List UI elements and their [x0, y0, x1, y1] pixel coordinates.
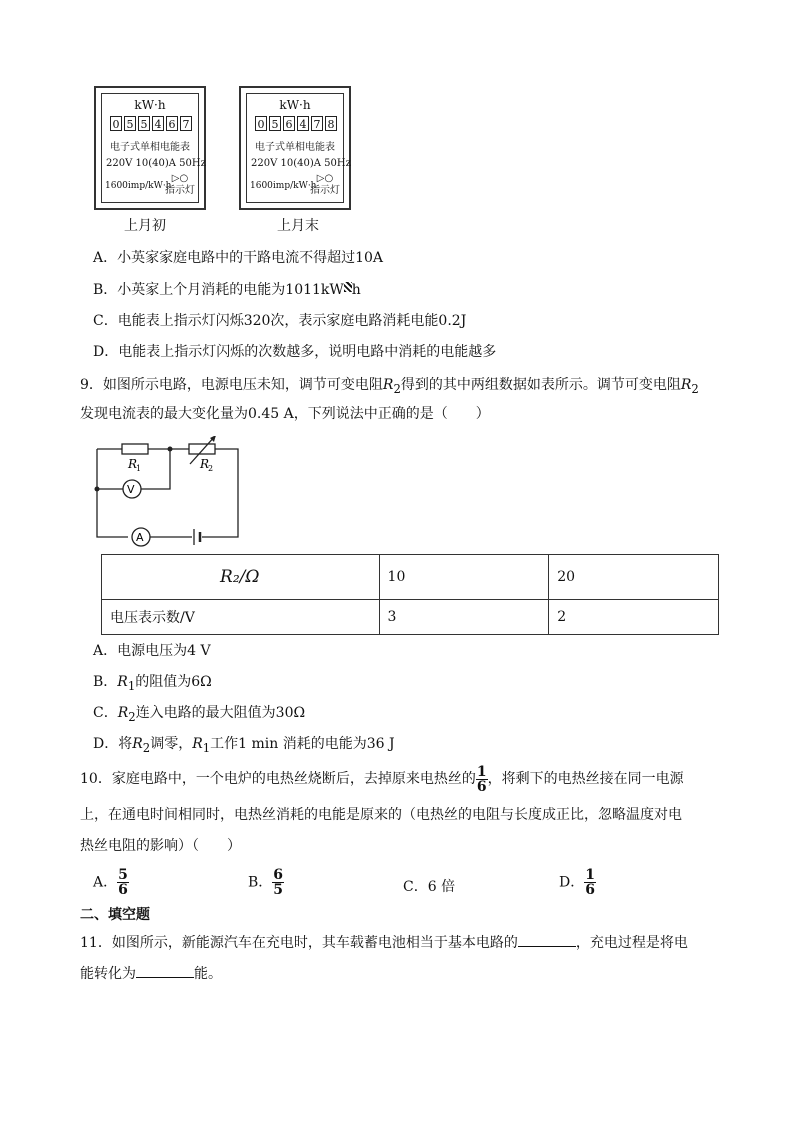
q9-var-sub: 2 — [393, 381, 401, 396]
answer-blank[interactable] — [136, 963, 194, 978]
option-text: 连入电路的最大阻值为30Ω — [135, 705, 306, 721]
meter-spec: 220V 10(40)A 50Hz — [106, 158, 206, 169]
q11-stem-line1 — [80, 932, 688, 953]
label-r2-sub: 2 — [208, 464, 214, 473]
meter-digit: 7 — [311, 116, 323, 131]
option-fraction — [584, 868, 596, 897]
fraction-numerator: 1 — [476, 763, 487, 780]
option-text: 的阻值为6Ω — [135, 674, 212, 690]
meter-indicator-label: 指示灯 — [310, 185, 340, 196]
meter-face — [101, 93, 206, 203]
meter-digit: 6 — [166, 116, 178, 131]
fraction-numerator: 1 — [585, 867, 595, 883]
meter-digit: 0 — [255, 116, 267, 131]
meter-unit: kW·h — [134, 98, 166, 112]
ammeter-label: A — [136, 531, 144, 544]
q11-stem-line2 — [80, 963, 222, 984]
answer-blank[interactable] — [518, 932, 576, 947]
label-r1: R — [128, 457, 138, 471]
table-row — [102, 555, 719, 600]
indicator-light-icon: ▷○ — [171, 173, 189, 184]
meter-digits — [255, 116, 339, 131]
q9-stem-line2: 发现电流表的最大变化量为0.45 A，下列说法中正确的是（ ） — [80, 406, 490, 422]
q10-option-d — [559, 868, 596, 897]
q11-stem-post2: 能。 — [194, 966, 222, 982]
junction-dot — [95, 487, 100, 492]
meter-indicator-label: 指示灯 — [165, 185, 195, 196]
fraction-denominator: 6 — [476, 778, 487, 795]
option-label: D． — [559, 874, 585, 891]
q10-stem-post: ，将剩下的电热丝接在同一电源 — [487, 771, 684, 787]
fraction-denominator: 5 — [273, 882, 284, 898]
q8-option-b-suffix: h — [351, 282, 361, 298]
table-header-cell: 10 — [379, 555, 549, 600]
meter-digit: 0 — [110, 116, 122, 131]
q9-var-r: R — [680, 377, 692, 393]
meter-spec: 220V 10(40)A 50Hz — [251, 158, 351, 169]
q10-option-c: C．6 倍 — [403, 879, 456, 895]
q10-option-a — [93, 868, 129, 897]
meter-imp: 1600imp/kW·h — [105, 181, 172, 191]
q9-var-sub: 2 — [128, 709, 136, 724]
table-cell: 2 — [549, 600, 719, 635]
option-text: 调零， — [150, 736, 193, 752]
q9-option-b — [93, 672, 212, 696]
q8-option-b-text: B．小英家上个月消耗的电能为1011kW — [93, 282, 344, 298]
junction-dot — [168, 447, 173, 452]
voltmeter-label: V — [127, 483, 135, 496]
q11-stem-post: ，充电过程是将电 — [575, 935, 688, 951]
q9-option-c — [93, 703, 305, 727]
q9-data-table — [101, 554, 719, 635]
option-label: D．将 — [93, 736, 133, 752]
table-row — [102, 600, 719, 635]
option-fraction — [272, 868, 284, 897]
indicator-light-icon: ▷○ — [316, 173, 334, 184]
q10-stem-line1 — [80, 764, 684, 794]
meter-digit: 5 — [124, 116, 136, 131]
q9-var-r: R — [382, 377, 394, 393]
option-text: 工作1 min 消耗的电能为36 J — [210, 736, 395, 752]
q9-var-sub: 2 — [691, 381, 699, 396]
q9-var-r: R — [192, 736, 203, 752]
q8-option-b — [93, 280, 361, 300]
q10-stem-pre: 10．家庭电路中，一个电炉的电热丝烧断后，去掉原来电热丝的 — [80, 771, 476, 787]
circuit-diagram — [90, 436, 250, 548]
meter-digit: 4 — [297, 116, 309, 131]
q9-var-r: R — [117, 674, 128, 690]
meter-digit: 4 — [152, 116, 164, 131]
option-label: B． — [93, 674, 118, 690]
meter-start — [94, 86, 206, 210]
meter-name: 电子式单相电能表 — [110, 142, 190, 153]
option-label: B． — [248, 874, 273, 891]
fraction-numerator: 5 — [118, 867, 128, 883]
q8-option-a: A．小英家家庭电路中的干路电流不得超过10A — [93, 250, 384, 266]
option-fraction — [117, 868, 129, 897]
garbled-glyph-icon — [344, 282, 352, 292]
meter-digit: 5 — [269, 116, 281, 131]
meter-indicator — [165, 173, 195, 197]
option-label: C． — [93, 705, 118, 721]
table-cell: 3 — [379, 600, 549, 635]
meter-digit: 7 — [180, 116, 192, 131]
q9-option-a: A．电源电压为4 V — [93, 643, 211, 659]
label-r1-sub: 1 — [136, 464, 142, 473]
wire — [141, 449, 170, 489]
table-header-cell: R₂/Ω — [102, 555, 380, 600]
meter-end-caption: 上月末 — [277, 218, 319, 234]
label-r2: R — [200, 457, 210, 471]
meter-digit: 8 — [325, 116, 337, 131]
table-header-cell: 20 — [549, 555, 719, 600]
table-cell: 电压表示数/V — [102, 600, 380, 635]
section-title: 二、填空题 — [80, 907, 150, 923]
meter-digits — [110, 116, 194, 131]
q9-stem-line1 — [80, 375, 699, 399]
meter-unit: kW·h — [279, 98, 311, 112]
q11-stem-pre: 11．如图所示，新能源汽车在充电时，其车载蓄电池相当于基本电路的 — [80, 935, 518, 951]
q11-stem-pre2: 能转化为 — [80, 966, 136, 982]
q9-var-sub: 1 — [202, 740, 211, 755]
meter-digit: 5 — [138, 116, 150, 131]
fraction-denominator: 6 — [585, 882, 595, 898]
q10-option-b — [248, 868, 284, 897]
resistor-r2 — [189, 444, 215, 454]
option-label: A． — [93, 874, 118, 891]
q8-option-c: C．电能表上指示灯闪烁320次，表示家庭电路消耗电能0.2J — [93, 313, 467, 329]
meter-digit: 6 — [283, 116, 295, 131]
q9-var-sub: 1 — [127, 678, 136, 693]
fraction-numerator: 6 — [273, 867, 284, 883]
meter-indicator — [310, 173, 340, 197]
q9-var-r: R — [117, 705, 129, 721]
resistor-r1 — [122, 444, 148, 454]
meter-name: 电子式单相电能表 — [255, 142, 335, 153]
q9-var-sub: 2 — [142, 740, 151, 755]
q10-fraction — [476, 765, 488, 794]
meter-imp: 1600imp/kW·h — [250, 181, 317, 191]
q9-var-r: R — [132, 736, 143, 752]
meter-end — [239, 86, 351, 210]
q10-stem-line3: 热丝电阻的影响）（ ） — [80, 838, 241, 854]
q9-option-d — [93, 734, 395, 758]
meter-start-caption: 上月初 — [124, 218, 166, 234]
q9-stem-pre: 9．如图所示电路，电源电压未知，调节可变电阻 — [80, 377, 383, 393]
fraction-denominator: 6 — [118, 882, 128, 898]
q8-option-d: D．电能表上指示灯闪烁的次数越多，说明电路中消耗的电能越多 — [93, 344, 497, 360]
meter-face — [246, 93, 351, 203]
q10-stem-line2: 上，在通电时间相同时，电热丝消耗的电能是原来的（电热丝的电阻与长度成正比，忽略温度对电 — [80, 807, 682, 823]
q9-stem-mid: 得到的其中两组数据如表所示。调节可变电阻 — [400, 377, 681, 393]
